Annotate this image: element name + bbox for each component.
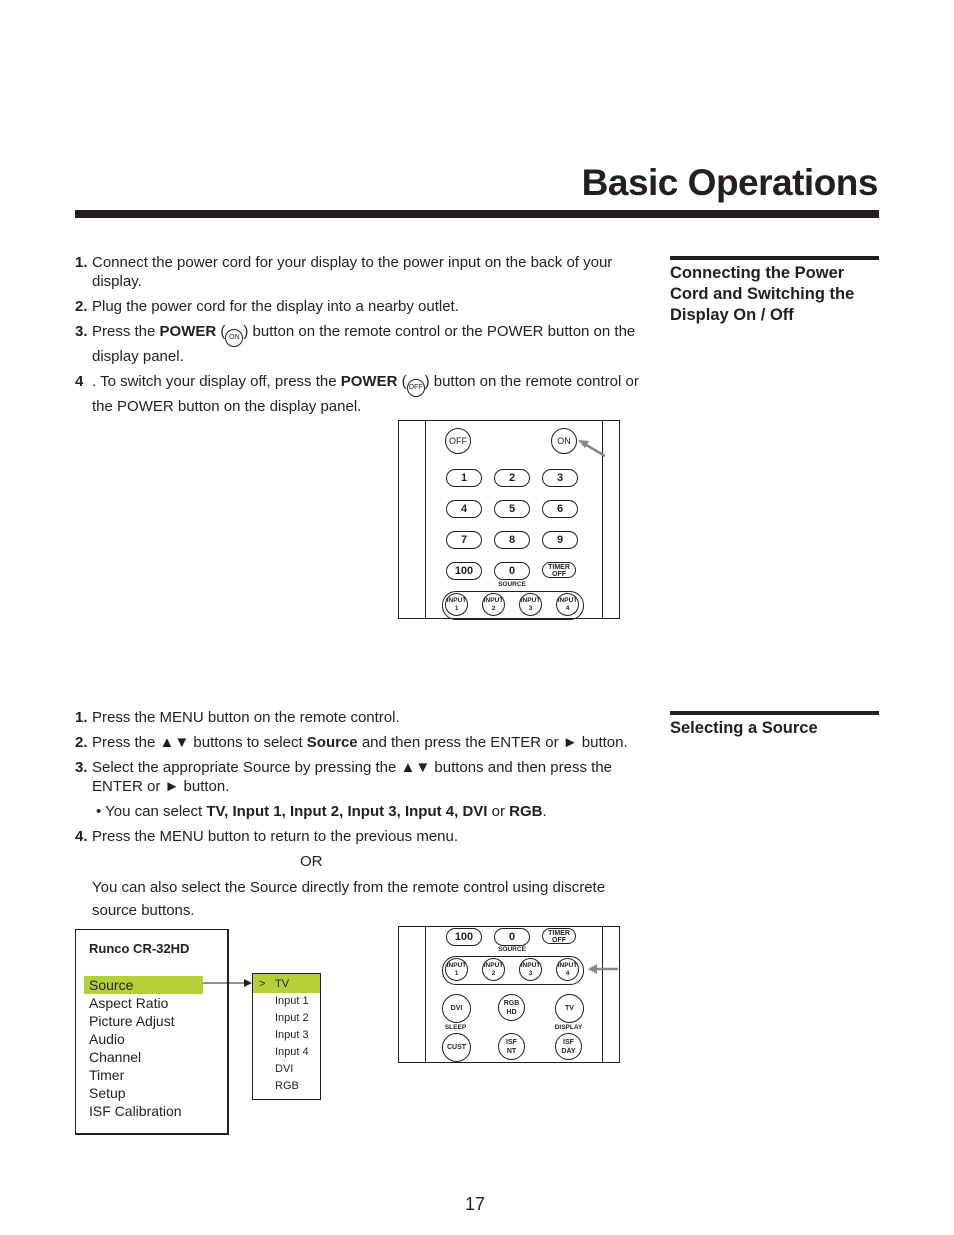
menu-screen <box>75 929 229 1135</box>
source-label: SOURCE <box>498 581 526 588</box>
step-1: 1. Connect the power cord for your display to the power input on the back of your display. <box>75 254 613 290</box>
dvi-button: DVI <box>442 994 471 1023</box>
key-3: 3 <box>542 469 578 487</box>
menu-item-picture-adjust: Picture Adjust <box>89 1013 175 1029</box>
input-2-button: INPUT 2 <box>482 593 505 616</box>
power-on-icon: ON <box>225 329 243 347</box>
step-3: 3. Select the appropriate Source by pressing the ▲▼ buttons and then press the ENTER or ► button. <box>75 759 613 795</box>
submenu-item-dvi: DVI <box>275 1063 294 1075</box>
source-note: You can also select the Source directly from the remote control using discrete source buttons. <box>92 879 606 919</box>
source-label: SOURCE <box>498 946 526 953</box>
menu-item-timer: Timer <box>89 1067 125 1083</box>
arrow-icon <box>587 962 619 976</box>
key-9: 9 <box>542 531 578 549</box>
or-label: OR <box>300 853 323 870</box>
menu-title: Runco CR-32HD <box>89 941 190 956</box>
key-7: 7 <box>446 531 482 549</box>
arrow-icon <box>203 977 253 989</box>
key-1: 1 <box>446 469 482 487</box>
on-button: ON <box>551 428 577 454</box>
menu-item-setup: Setup <box>89 1085 126 1101</box>
remote-illustration-source <box>398 926 620 1063</box>
menu-item-channel: Channel <box>89 1049 142 1065</box>
step-3: 3. Press the POWER ( ON ) button on the remote control or the POWER button on the display panel. <box>75 323 636 365</box>
timer-off-button: TIMER OFF <box>542 562 576 578</box>
menu-item-source: Source <box>89 977 134 993</box>
remote-illustration-power <box>398 420 620 619</box>
submenu-item-input-3: Input 3 <box>275 1029 309 1041</box>
display-label: DISPLAY <box>554 1024 583 1031</box>
input-2-button: INPUT 2 <box>482 958 505 981</box>
key-0: 0 <box>494 562 530 580</box>
key-2: 2 <box>494 469 530 487</box>
key-100: 100 <box>446 562 482 580</box>
section1-heading: Connecting the Power Cord and Switching the Display On / Off <box>670 264 855 324</box>
key-5: 5 <box>494 500 530 518</box>
input-3-button: INPUT 3 <box>519 593 542 616</box>
step-4: 4 . To switch your display off, press the POWER ( OFF ) button on the remote control or the POWER button on the display panel. <box>75 373 639 415</box>
submenu-item-rgb: RGB <box>275 1080 299 1092</box>
sleep-label: SLEEP <box>444 1024 467 1031</box>
key-8: 8 <box>494 531 530 549</box>
menu-item-audio: Audio <box>89 1031 125 1047</box>
submenu-item-input-4: Input 4 <box>275 1046 309 1058</box>
step-1: 1. Press the MENU button on the remote control. <box>75 709 400 726</box>
off-button: OFF <box>445 428 471 454</box>
submenu-item-input-2: Input 2 <box>275 1012 309 1024</box>
submenu-item-input-1: Input 1 <box>275 995 309 1007</box>
input-1-button: INPUT 1 <box>445 593 468 616</box>
key-6: 6 <box>542 500 578 518</box>
source-submenu <box>252 973 321 1100</box>
key-100: 100 <box>446 928 482 946</box>
page-number: 17 <box>465 1194 486 1214</box>
input-button-group <box>442 956 584 985</box>
key-4: 4 <box>446 500 482 518</box>
section2-heading: Selecting a Source <box>670 719 818 737</box>
rgb-hd-button: RGB HD <box>498 994 525 1021</box>
step-4: 4. Press the MENU button to return to the previous menu. <box>75 828 459 845</box>
menu-item-isf-calibration: ISF Calibration <box>89 1103 182 1119</box>
tv-button: TV <box>555 994 584 1023</box>
step-2: 2. Press the ▲▼ buttons to select Source and then press the ENTER or ► button. <box>75 734 628 751</box>
step-2: 2. Plug the power cord for the display into a nearby outlet. <box>75 298 459 315</box>
section2-steps <box>75 708 655 922</box>
input-button-group <box>442 591 584 620</box>
title-rule <box>75 210 879 218</box>
section1-steps <box>75 253 655 416</box>
timer-off-button: TIMER OFF <box>542 928 576 944</box>
power-off-icon: OFF <box>407 379 425 397</box>
submenu-marker: > <box>259 978 266 990</box>
menu-item-aspect-ratio: Aspect Ratio <box>89 995 169 1011</box>
page-title: Basic Operations <box>581 162 878 203</box>
input-3-button: INPUT 3 <box>519 958 542 981</box>
section1-rule <box>670 256 879 260</box>
bullet-sources: • You can select TV, Input 1, Input 2, Input 3, Input 4, DVI or RGB. <box>96 803 547 820</box>
cust-button: CUST <box>442 1033 471 1062</box>
key-0: 0 <box>494 928 530 946</box>
input-4-button: INPUT 4 <box>556 593 579 616</box>
isf-nt-button: ISF NT <box>498 1033 525 1060</box>
section2-rule <box>670 711 879 715</box>
input-1-button: INPUT 1 <box>445 958 468 981</box>
input-4-button: INPUT 4 <box>556 958 579 981</box>
isf-day-button: ISF DAY <box>555 1033 582 1060</box>
submenu-item-tv: TV <box>275 978 290 990</box>
arrow-icon <box>577 435 609 459</box>
